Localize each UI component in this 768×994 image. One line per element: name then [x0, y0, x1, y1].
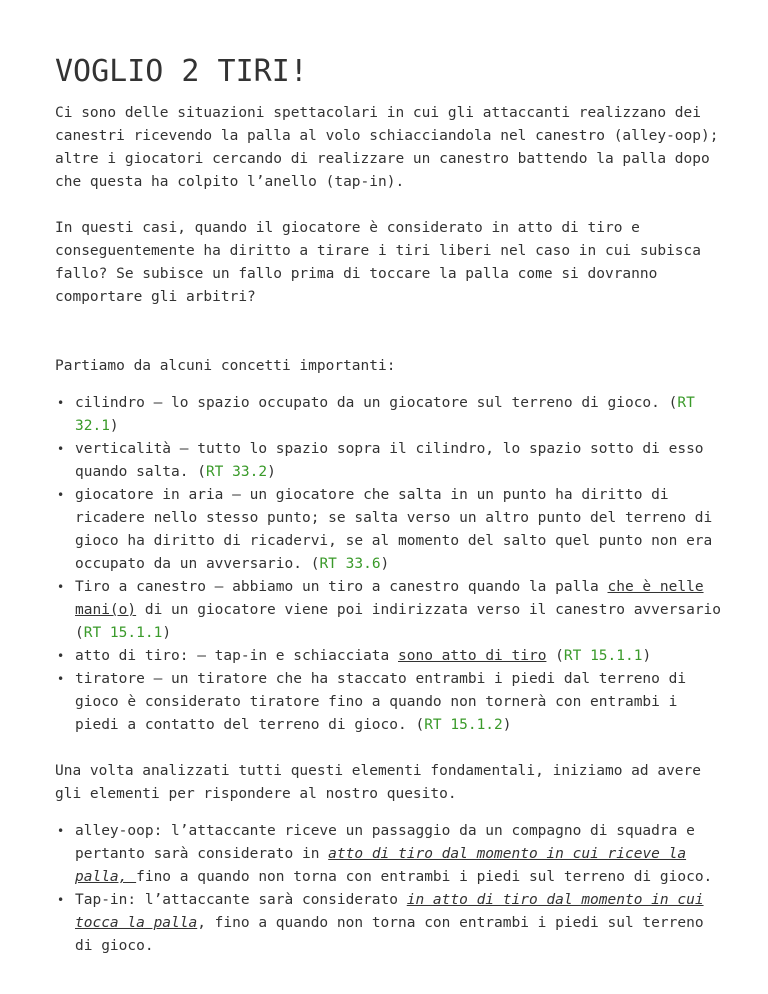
concepts-intro: Partiamo da alcuni concetti importanti: [55, 358, 396, 374]
analysis-paragraph: Una volta analizzati tutti questi elementi fondamentali, iniziamo ad avere gli elementi per rispondere al nostro quesito. [55, 763, 702, 802]
rule-reference-link[interactable]: RT 33.6 [319, 556, 381, 572]
list-item: • Tap-in: l’attaccante sarà considerato in atto di tiro dal momento in cui tocca la palla, fino a quando non torna con entrambi i piedi sul terreno di gioco. [75, 889, 728, 958]
underlined-text: sono atto di tiro [398, 648, 547, 664]
emphasized-text: in atto di tiro dal momento in cui tocca la palla [75, 892, 704, 931]
concepts-list [55, 392, 728, 737]
page-title: VOGLIO 2 TIRI! [55, 54, 308, 89]
list-item: • alley-oop: l’attaccante riceve un passaggio da un compagno di squadra e pertanto sarà considerato in atto di tiro dal momento in cui riceve la palla, fino a quando non torna con entrambi i piedi sul terreno di gioco. [75, 820, 728, 889]
intro-paragraph: Ci sono delle situazioni spettacolari in cui gli attaccanti realizzano dei canestri ricevendo la palla al volo schiacciandola nel canestro (alley-oop); altre i giocatori cercando di realizzare un canestro battendo la palla dopo che questa ha colpito l’anello (tap-in). [55, 105, 719, 190]
rule-reference-link[interactable]: RT 33.2 [205, 464, 268, 480]
question-paragraph: In questi casi, quando il giocatore è considerato in atto di tiro e conseguentemente ha diritto a tirare i tiri liberi nel caso in cui subisca fallo? Se subisce un fallo prima di toccare la palla come si dovranno comportare gli arbitri? [55, 220, 702, 305]
list-item: • atto di tiro: – tap-in e schiacciata sono atto di tiro (RT 15.1.1) [75, 645, 728, 668]
rule-reference-link[interactable]: RT 32.1 [75, 395, 695, 434]
underlined-text: che è nelle mani(o) [75, 579, 704, 618]
answers-list [55, 820, 728, 958]
rule-reference-link[interactable]: RT 15.1.1 [563, 648, 643, 664]
list-item: • verticalità – tutto lo spazio sopra il cilindro, lo spazio sotto di esso quando salta. (RT 33.2) [75, 438, 728, 484]
list-item: • Tiro a canestro – abbiamo un tiro a canestro quando la palla che è nelle mani(o) di un giocatore viene poi indirizzata verso il canestro avversario (RT 15.1.1) [75, 576, 728, 645]
rule-reference-link[interactable]: RT 15.1.2 [424, 717, 503, 733]
list-item: • cilindro – lo spazio occupato da un giocatore sul terreno di gioco. (RT 32.1) [75, 392, 728, 438]
list-item: • giocatore in aria – un giocatore che salta in un punto ha diritto di ricadere nello stesso punto; se salta verso un altro punto del terreno di gioco ha diritto di ricadervi, se al momento del salto quel punto non era occupato da un avversario. (RT 33.6) [75, 484, 728, 576]
list-item: • tiratore – un tiratore che ha staccato entrambi i piedi dal terreno di gioco è considerato tiratore fino a quando non tornerà con entrambi i piedi a contatto del terreno di gioco. (RT 15.1.2) [75, 668, 728, 737]
emphasized-text: atto di tiro dal momento in cui riceve la palla, [75, 846, 687, 885]
rule-reference-link[interactable]: RT 15.1.1 [83, 625, 163, 641]
